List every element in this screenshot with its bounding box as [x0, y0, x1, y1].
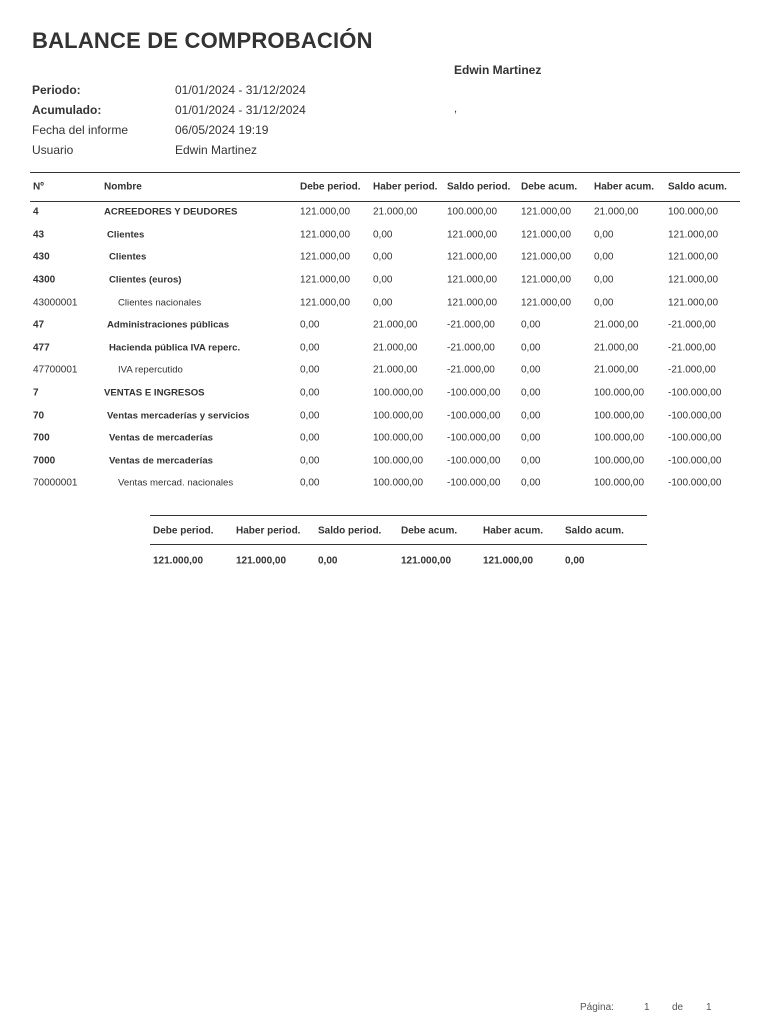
debe-acum: 121.000,00	[521, 297, 572, 309]
haber-acum: 21.000,00	[594, 319, 639, 331]
total-haber-period: 121.000,00	[236, 555, 287, 567]
haber-acum: 100.000,00	[594, 387, 645, 399]
haber-acum: 100.000,00	[594, 432, 645, 444]
totals-header-haber-period: Haber period.	[236, 525, 301, 537]
saldo-period: -100.000,00	[447, 477, 501, 489]
meta-acumulado	[32, 100, 432, 120]
header-code: Nº	[33, 181, 44, 193]
debe-acum: 121.000,00	[521, 274, 572, 286]
saldo-acum: -21.000,00	[668, 342, 716, 354]
haber-period: 21.000,00	[373, 364, 418, 376]
haber-period: 21.000,00	[373, 342, 418, 354]
header-name: Nombre	[104, 181, 142, 193]
account-code: 700	[33, 432, 50, 444]
usuario-value: Edwin Martinez	[175, 143, 258, 157]
page-title: BALANCE DE COMPROBACIÓN	[32, 28, 373, 53]
account-code: 4	[33, 206, 39, 218]
account-name: ACREEDORES Y DEUDORES	[104, 206, 238, 218]
table-row	[30, 404, 740, 427]
table-row	[30, 359, 740, 382]
totals-top-rule	[150, 515, 647, 516]
haber-acum: 21.000,00	[594, 342, 639, 354]
acumulado-label: Acumulado:	[32, 103, 102, 117]
table-row	[30, 337, 740, 360]
account-name: Clientes	[107, 229, 145, 241]
haber-acum: 21.000,00	[594, 364, 639, 376]
account-code: 4300	[33, 274, 56, 286]
saldo-period: 121.000,00	[447, 274, 498, 286]
page-label: Página:	[580, 1001, 614, 1013]
header-debe-acum: Debe acum.	[521, 181, 578, 193]
saldo-period: 100.000,00	[447, 206, 498, 218]
saldo-period: -100.000,00	[447, 455, 501, 467]
debe-period: 0,00	[300, 319, 320, 331]
total-haber-acum: 121.000,00	[483, 555, 534, 567]
debe-period: 0,00	[300, 410, 320, 422]
account-name: Ventas de mercaderías	[109, 432, 213, 444]
totals-header-saldo-acum: Saldo acum.	[565, 525, 624, 537]
haber-period: 100.000,00	[373, 387, 424, 399]
saldo-acum: -21.000,00	[668, 319, 716, 331]
fecha-label: Fecha del informe	[32, 123, 129, 137]
haber-period: 0,00	[373, 297, 393, 309]
debe-acum: 0,00	[521, 387, 541, 399]
table-row	[30, 246, 740, 269]
report-meta	[32, 80, 432, 160]
account-name: Ventas mercad. nacionales	[118, 477, 234, 489]
page-of: de	[672, 1001, 684, 1013]
account-code: 70	[33, 410, 45, 422]
account-code: 7000	[33, 455, 56, 467]
fecha-value: 06/05/2024 19:19	[175, 123, 269, 137]
header-haber-period: Haber period.	[373, 181, 438, 193]
account-code: 47700001	[33, 364, 78, 376]
saldo-period: 121.000,00	[447, 297, 498, 309]
saldo-period: -100.000,00	[447, 387, 501, 399]
saldo-acum: -100.000,00	[668, 387, 722, 399]
haber-acum: 0,00	[594, 297, 614, 309]
account-name: VENTAS E INGRESOS	[104, 387, 205, 399]
meta-usuario	[32, 140, 432, 160]
account-code: 430	[33, 251, 50, 263]
debe-acum: 0,00	[521, 364, 541, 376]
debe-acum: 121.000,00	[521, 206, 572, 218]
totals-header-debe-acum: Debe acum.	[401, 525, 458, 537]
saldo-period: 121.000,00	[447, 251, 498, 263]
saldo-period: -100.000,00	[447, 410, 501, 422]
debe-acum: 121.000,00	[521, 251, 572, 263]
totals-header-saldo-period: Saldo period.	[318, 525, 382, 537]
debe-period: 121.000,00	[300, 251, 351, 263]
haber-period: 0,00	[373, 251, 393, 263]
page-current: 1	[644, 1001, 650, 1013]
saldo-acum: 121.000,00	[668, 274, 719, 286]
account-code: 43000001	[33, 297, 78, 309]
debe-period: 0,00	[300, 477, 320, 489]
account-name: Administraciones públicas	[107, 319, 230, 331]
saldo-acum: 121.000,00	[668, 229, 719, 241]
totals-mid-rule	[150, 544, 647, 545]
totals-values	[150, 551, 647, 571]
debe-acum: 0,00	[521, 410, 541, 422]
total-saldo-period: 0,00	[318, 555, 338, 567]
debe-acum: 0,00	[521, 319, 541, 331]
account-code: 477	[33, 342, 50, 354]
account-name: Clientes nacionales	[118, 297, 202, 309]
totals-header-debe-period: Debe period.	[153, 525, 214, 537]
account-name: Ventas de mercaderías	[109, 455, 213, 467]
periodo-label: Periodo:	[32, 83, 81, 97]
account-name: Hacienda pública IVA reperc.	[109, 342, 241, 354]
table-header	[30, 173, 740, 201]
acumulado-value: 01/01/2024 - 31/12/2024	[175, 103, 306, 117]
table-row	[30, 472, 740, 495]
table-row	[30, 382, 740, 405]
haber-period: 21.000,00	[373, 206, 418, 218]
accounts-table	[30, 173, 740, 489]
table-row	[30, 269, 740, 292]
account-name: Ventas mercaderías y servicios	[107, 410, 250, 422]
account-name: Clientes	[109, 251, 147, 263]
table-row	[30, 427, 740, 450]
haber-acum: 100.000,00	[594, 410, 645, 422]
table-row	[30, 291, 740, 314]
totals-header	[150, 521, 647, 541]
debe-acum: 0,00	[521, 432, 541, 444]
account-code: 47	[33, 319, 45, 331]
header-debe-period: Debe period.	[300, 181, 361, 193]
saldo-period: 121.000,00	[447, 229, 498, 241]
total-debe-period: 121.000,00	[153, 555, 204, 567]
company-name: Edwin Martinez	[454, 63, 542, 77]
haber-period: 0,00	[373, 274, 393, 286]
table-row	[30, 450, 740, 473]
haber-acum: 21.000,00	[594, 206, 639, 218]
debe-period: 121.000,00	[300, 297, 351, 309]
saldo-period: -21.000,00	[447, 364, 495, 376]
saldo-acum: 100.000,00	[668, 206, 719, 218]
account-code: 70000001	[33, 477, 78, 489]
saldo-acum: -100.000,00	[668, 455, 722, 467]
debe-acum: 0,00	[521, 342, 541, 354]
table-row	[30, 201, 740, 224]
debe-period: 121.000,00	[300, 229, 351, 241]
saldo-period: -21.000,00	[447, 319, 495, 331]
header-saldo-period: Saldo period.	[447, 181, 511, 193]
table-row	[30, 224, 740, 247]
haber-acum: 0,00	[594, 251, 614, 263]
haber-period: 0,00	[373, 229, 393, 241]
company-address: ,	[454, 103, 458, 115]
haber-acum: 100.000,00	[594, 455, 645, 467]
debe-period: 121.000,00	[300, 274, 351, 286]
debe-period: 0,00	[300, 455, 320, 467]
page-total: 1	[706, 1001, 712, 1013]
debe-acum: 121.000,00	[521, 229, 572, 241]
haber-acum: 100.000,00	[594, 477, 645, 489]
header-saldo-acum: Saldo acum.	[668, 181, 727, 193]
saldo-period: -21.000,00	[447, 342, 495, 354]
meta-periodo	[32, 80, 432, 100]
saldo-acum: -100.000,00	[668, 477, 722, 489]
table-body	[30, 201, 740, 495]
meta-fecha	[32, 120, 432, 140]
usuario-label: Usuario	[32, 143, 74, 157]
account-code: 43	[33, 229, 45, 241]
debe-acum: 0,00	[521, 477, 541, 489]
total-debe-acum: 121.000,00	[401, 555, 452, 567]
debe-acum: 0,00	[521, 455, 541, 467]
account-name: Clientes (euros)	[109, 274, 182, 286]
total-saldo-acum: 0,00	[565, 555, 585, 567]
header-haber-acum: Haber acum.	[594, 181, 655, 193]
saldo-acum: -100.000,00	[668, 432, 722, 444]
haber-acum: 0,00	[594, 274, 614, 286]
haber-period: 100.000,00	[373, 432, 424, 444]
saldo-acum: -21.000,00	[668, 364, 716, 376]
debe-period: 0,00	[300, 387, 320, 399]
saldo-acum: -100.000,00	[668, 410, 722, 422]
haber-period: 100.000,00	[373, 410, 424, 422]
periodo-value: 01/01/2024 - 31/12/2024	[175, 83, 306, 97]
account-code: 7	[33, 387, 39, 399]
haber-acum: 0,00	[594, 229, 614, 241]
debe-period: 0,00	[300, 432, 320, 444]
haber-period: 21.000,00	[373, 319, 418, 331]
saldo-acum: 121.000,00	[668, 297, 719, 309]
debe-period: 121.000,00	[300, 206, 351, 218]
saldo-acum: 121.000,00	[668, 251, 719, 263]
saldo-period: -100.000,00	[447, 432, 501, 444]
debe-period: 0,00	[300, 342, 320, 354]
account-name: IVA repercutido	[118, 364, 183, 376]
haber-period: 100.000,00	[373, 455, 424, 467]
totals-header-haber-acum: Haber acum.	[483, 525, 544, 537]
debe-period: 0,00	[300, 364, 320, 376]
haber-period: 100.000,00	[373, 477, 424, 489]
table-row	[30, 314, 740, 337]
